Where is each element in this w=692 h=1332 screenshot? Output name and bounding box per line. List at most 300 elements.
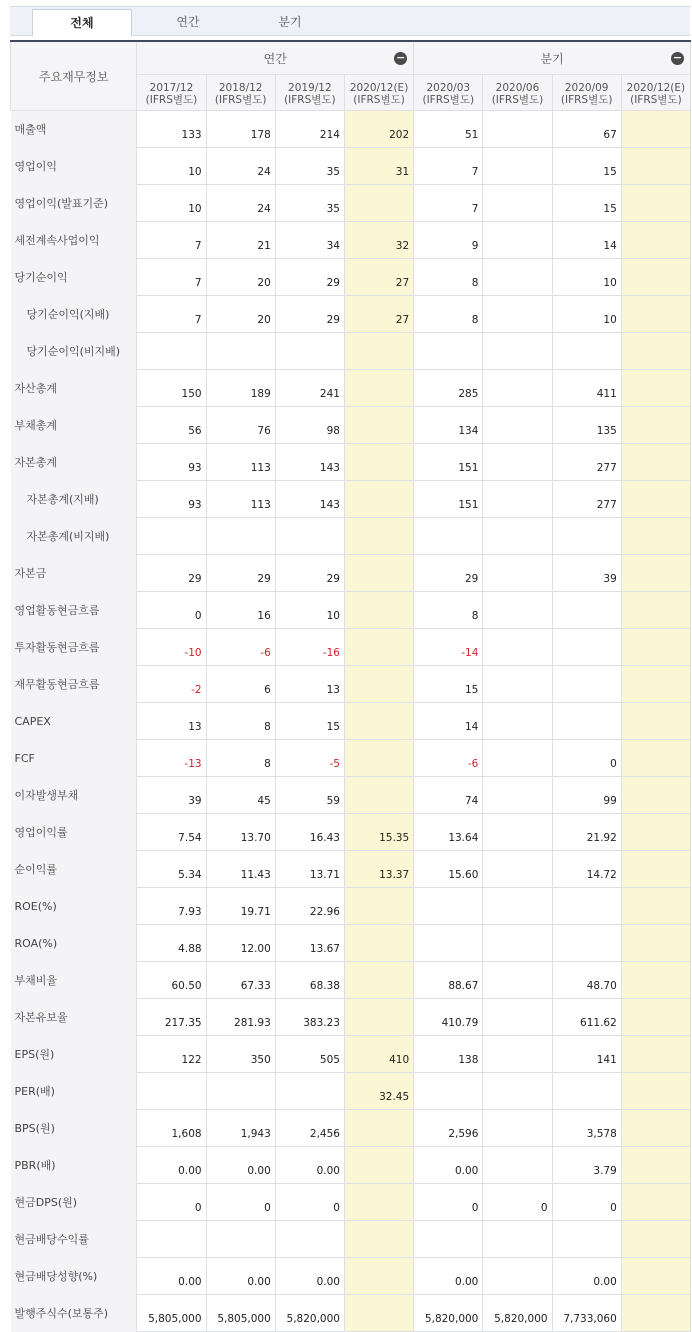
value-cell: 189 [206, 370, 275, 407]
row-label: 세전계속사업이익 [11, 222, 137, 259]
value-cell: 76 [206, 407, 275, 444]
value-cell [206, 1073, 275, 1110]
row-label: 순이익률 [11, 851, 137, 888]
value-cell: 56 [137, 407, 206, 444]
value-cell: 13.67 [275, 925, 344, 962]
value-cell: 7 [414, 185, 483, 222]
collapse-quarter-icon[interactable]: − [672, 51, 683, 64]
period-date: 2020/03 [426, 81, 471, 94]
value-cell: 113 [206, 481, 275, 518]
value-cell [552, 1221, 621, 1258]
value-cell: -6 [206, 629, 275, 666]
value-cell [483, 185, 552, 222]
table-row [11, 703, 691, 740]
value-cell [621, 1258, 690, 1295]
value-cell [344, 629, 413, 666]
value-cell: 5,805,000 [206, 1295, 275, 1332]
value-cell: 202 [344, 111, 413, 148]
row-label: 자본총계(지배) [11, 481, 137, 518]
value-cell: 5,820,000 [483, 1295, 552, 1332]
row-label: 부채총계 [11, 407, 137, 444]
value-cell [137, 1073, 206, 1110]
value-cell [483, 888, 552, 925]
value-cell: 0 [137, 1184, 206, 1221]
value-cell: 20 [206, 259, 275, 296]
value-cell [621, 1221, 690, 1258]
value-cell [483, 999, 552, 1036]
value-cell [552, 518, 621, 555]
value-cell [483, 925, 552, 962]
value-cell: 135 [552, 407, 621, 444]
value-cell: 133 [137, 111, 206, 148]
value-cell [621, 370, 690, 407]
value-cell: 21.92 [552, 814, 621, 851]
value-cell: 2,596 [414, 1110, 483, 1147]
value-cell: 277 [552, 444, 621, 481]
value-cell: 2,456 [275, 1110, 344, 1147]
value-cell: 8 [414, 259, 483, 296]
value-cell: 13.71 [275, 851, 344, 888]
value-cell [552, 925, 621, 962]
value-cell [621, 259, 690, 296]
row-label: 당기순이익(비지배) [11, 333, 137, 370]
row-label: 자본총계 [11, 444, 137, 481]
value-cell: 350 [206, 1036, 275, 1073]
tab-all[interactable]: 전체 [32, 9, 132, 36]
value-cell: 505 [275, 1036, 344, 1073]
table-row [11, 1295, 691, 1332]
value-cell: 48.70 [552, 962, 621, 999]
value-cell: 217.35 [137, 999, 206, 1036]
value-cell: 151 [414, 481, 483, 518]
value-cell [621, 518, 690, 555]
value-cell: 0 [483, 1184, 552, 1221]
value-cell [275, 518, 344, 555]
value-cell: 15.35 [344, 814, 413, 851]
value-cell [621, 777, 690, 814]
corner-header: 주요재무정보 [11, 41, 137, 111]
period-date: 2020/12(E) [349, 81, 409, 94]
table-row [11, 185, 691, 222]
row-label: PBR(배) [11, 1147, 137, 1184]
row-label: 당기순이익(지배) [11, 296, 137, 333]
value-cell [483, 333, 552, 370]
value-cell [621, 962, 690, 999]
value-cell: 0.00 [137, 1258, 206, 1295]
value-cell [483, 703, 552, 740]
value-cell: 113 [206, 444, 275, 481]
row-label: 영업이익(발표기준) [11, 185, 137, 222]
value-cell [414, 1221, 483, 1258]
value-cell: 21 [206, 222, 275, 259]
period-header [137, 75, 206, 111]
value-cell [483, 111, 552, 148]
value-cell [483, 1258, 552, 1295]
value-cell [414, 888, 483, 925]
value-cell: 27 [344, 259, 413, 296]
value-cell: 15 [275, 703, 344, 740]
value-cell: 151 [414, 444, 483, 481]
value-cell: 0.00 [552, 1258, 621, 1295]
value-cell [483, 370, 552, 407]
value-cell: 5,805,000 [137, 1295, 206, 1332]
value-cell: 12.00 [206, 925, 275, 962]
value-cell: 99 [552, 777, 621, 814]
value-cell: 93 [137, 481, 206, 518]
value-cell [483, 740, 552, 777]
value-cell: 8 [206, 703, 275, 740]
value-cell: 0.00 [414, 1147, 483, 1184]
value-cell [344, 592, 413, 629]
value-cell: 0.00 [206, 1147, 275, 1184]
value-cell: 8 [414, 592, 483, 629]
value-cell: 29 [275, 296, 344, 333]
value-cell: 410.79 [414, 999, 483, 1036]
period-basis: (IFRS별도) [353, 93, 405, 106]
value-cell [483, 1073, 552, 1110]
value-cell: 19.71 [206, 888, 275, 925]
value-cell [621, 407, 690, 444]
value-cell: 122 [137, 1036, 206, 1073]
value-cell [552, 666, 621, 703]
value-cell: 383.23 [275, 999, 344, 1036]
value-cell: 0 [275, 1184, 344, 1221]
value-cell: 29 [206, 555, 275, 592]
value-cell [483, 555, 552, 592]
value-cell [344, 518, 413, 555]
table-row [11, 555, 691, 592]
value-cell [483, 962, 552, 999]
row-label: 재무활동현금흐름 [11, 666, 137, 703]
row-label: 현금배당수익률 [11, 1221, 137, 1258]
value-cell [621, 333, 690, 370]
value-cell [621, 629, 690, 666]
value-cell [344, 1184, 413, 1221]
value-cell: 31 [344, 148, 413, 185]
value-cell: 13.64 [414, 814, 483, 851]
annual-group-label: 연간 [263, 51, 287, 66]
value-cell: 16.43 [275, 814, 344, 851]
value-cell: 1,608 [137, 1110, 206, 1147]
row-label: 현금DPS(원) [11, 1184, 137, 1221]
value-cell [552, 888, 621, 925]
value-cell [483, 1110, 552, 1147]
value-cell: 0 [137, 592, 206, 629]
value-cell: 134 [414, 407, 483, 444]
value-cell: 13.70 [206, 814, 275, 851]
value-cell [206, 333, 275, 370]
value-cell [621, 666, 690, 703]
value-cell [483, 296, 552, 333]
value-cell [483, 259, 552, 296]
value-cell [621, 592, 690, 629]
value-cell [621, 481, 690, 518]
value-cell: 59 [275, 777, 344, 814]
period-date: 2018/12 [218, 81, 263, 94]
row-label: 자본금 [11, 555, 137, 592]
table-row [11, 222, 691, 259]
value-cell: 98 [275, 407, 344, 444]
tab-annual[interactable]: 연간 [176, 15, 200, 29]
value-cell: 3.79 [552, 1147, 621, 1184]
tab-quarter[interactable]: 분기 [278, 15, 302, 29]
value-cell: 45 [206, 777, 275, 814]
value-cell: 0.00 [137, 1147, 206, 1184]
table-row [11, 777, 691, 814]
value-cell: 35 [275, 148, 344, 185]
value-cell: 5,820,000 [275, 1295, 344, 1332]
value-cell: 410 [344, 1036, 413, 1073]
period-basis: (IFRS별도) [422, 93, 475, 106]
value-cell [483, 222, 552, 259]
value-cell [483, 629, 552, 666]
value-cell [621, 925, 690, 962]
value-cell: 10 [137, 185, 206, 222]
table-row [11, 925, 691, 962]
value-cell [621, 851, 690, 888]
value-cell [344, 333, 413, 370]
value-cell: 0.00 [206, 1258, 275, 1295]
table-row [11, 629, 691, 666]
row-label: 자본유보율 [11, 999, 137, 1036]
table-row [11, 814, 691, 851]
value-cell: 39 [137, 777, 206, 814]
value-cell [552, 592, 621, 629]
value-cell: 35 [275, 185, 344, 222]
value-cell [344, 999, 413, 1036]
value-cell [483, 851, 552, 888]
table-row [11, 1036, 691, 1073]
value-cell: 16 [206, 592, 275, 629]
value-cell: 7 [414, 148, 483, 185]
financial-table [10, 40, 691, 1332]
value-cell: 32.45 [344, 1073, 413, 1110]
value-cell: 51 [414, 111, 483, 148]
value-cell: 214 [275, 111, 344, 148]
row-label: 영업이익 [11, 148, 137, 185]
value-cell [275, 1073, 344, 1110]
value-cell [621, 111, 690, 148]
value-cell: 0 [414, 1184, 483, 1221]
period-header [275, 75, 344, 111]
value-cell: 411 [552, 370, 621, 407]
table-row [11, 518, 691, 555]
value-cell: 93 [137, 444, 206, 481]
period-basis: (IFRS별도) [560, 93, 613, 106]
quarter-group-label: 분기 [540, 51, 564, 66]
value-cell [344, 703, 413, 740]
table-row [11, 1073, 691, 1110]
value-cell: 7 [137, 222, 206, 259]
value-cell: 22.96 [275, 888, 344, 925]
period-basis: (IFRS별도) [630, 93, 682, 106]
value-cell: 241 [275, 370, 344, 407]
value-cell: 11.43 [206, 851, 275, 888]
period-header [344, 75, 413, 111]
value-cell: 13.37 [344, 851, 413, 888]
period-basis: (IFRS별도) [145, 93, 198, 106]
row-label: 영업이익률 [11, 814, 137, 851]
table-row [11, 481, 691, 518]
annual-group-header [137, 41, 414, 75]
value-cell: 141 [552, 1036, 621, 1073]
value-cell [621, 148, 690, 185]
value-cell: 74 [414, 777, 483, 814]
value-cell [483, 666, 552, 703]
value-cell: 7 [137, 259, 206, 296]
value-cell [483, 148, 552, 185]
value-cell [621, 296, 690, 333]
value-cell: 7 [137, 296, 206, 333]
value-cell [621, 222, 690, 259]
period-date: 2020/09 [564, 81, 609, 94]
value-cell [275, 333, 344, 370]
value-cell [621, 185, 690, 222]
table-row [11, 1258, 691, 1295]
value-cell: 13 [137, 703, 206, 740]
period-header [206, 75, 275, 111]
value-cell: 0 [206, 1184, 275, 1221]
value-cell [621, 999, 690, 1036]
value-cell: 10 [275, 592, 344, 629]
row-label: CAPEX [11, 703, 137, 740]
value-cell [552, 629, 621, 666]
row-label: 부채비율 [11, 962, 137, 999]
value-cell: 88.67 [414, 962, 483, 999]
value-cell: 24 [206, 148, 275, 185]
value-cell: 14 [414, 703, 483, 740]
value-cell: 8 [206, 740, 275, 777]
period-date: 2019/12 [288, 81, 332, 94]
value-cell: 6 [206, 666, 275, 703]
value-cell [552, 703, 621, 740]
value-cell [344, 925, 413, 962]
value-cell: 68.38 [275, 962, 344, 999]
value-cell [344, 888, 413, 925]
value-cell [206, 1221, 275, 1258]
value-cell [483, 777, 552, 814]
value-cell [344, 740, 413, 777]
value-cell: 277 [552, 481, 621, 518]
value-cell [621, 1147, 690, 1184]
value-cell [344, 1221, 413, 1258]
value-cell [483, 1221, 552, 1258]
value-cell: 3,578 [552, 1110, 621, 1147]
row-label: 당기순이익 [11, 259, 137, 296]
value-cell: 60.50 [137, 962, 206, 999]
value-cell: 15 [552, 185, 621, 222]
table-row [11, 1147, 691, 1184]
table-row [11, 259, 691, 296]
value-cell: 34 [275, 222, 344, 259]
period-basis: (IFRS별도) [491, 93, 544, 106]
value-cell [552, 333, 621, 370]
value-cell: 29 [275, 555, 344, 592]
value-cell: 0 [552, 1184, 621, 1221]
value-cell: 29 [414, 555, 483, 592]
row-label: ROA(%) [11, 925, 137, 962]
value-cell [621, 1295, 690, 1332]
row-label: 발행주식수(보통주) [11, 1295, 137, 1332]
table-row [11, 592, 691, 629]
value-cell: 15 [552, 148, 621, 185]
value-cell: 14 [552, 222, 621, 259]
value-cell [414, 518, 483, 555]
table-row [11, 1110, 691, 1147]
table-row [11, 999, 691, 1036]
row-label: PER(배) [11, 1073, 137, 1110]
table-row [11, 407, 691, 444]
table-row [11, 148, 691, 185]
value-cell [344, 666, 413, 703]
value-cell: 67 [552, 111, 621, 148]
value-cell: 285 [414, 370, 483, 407]
value-cell [621, 814, 690, 851]
table-row [11, 740, 691, 777]
value-cell [621, 888, 690, 925]
value-cell: -13 [137, 740, 206, 777]
value-cell [414, 925, 483, 962]
value-cell [483, 481, 552, 518]
value-cell [483, 518, 552, 555]
value-cell: 32 [344, 222, 413, 259]
table-row [11, 962, 691, 999]
value-cell [344, 407, 413, 444]
value-cell [621, 1184, 690, 1221]
row-label: EPS(원) [11, 1036, 137, 1073]
period-header [414, 75, 483, 111]
table-row [11, 111, 691, 148]
collapse-annual-icon[interactable]: − [396, 51, 406, 64]
value-cell: 0.00 [275, 1258, 344, 1295]
row-label: 자본총계(비지배) [11, 518, 137, 555]
value-cell: 15 [414, 666, 483, 703]
period-basis: (IFRS별도) [214, 93, 267, 106]
value-cell: 0.00 [414, 1258, 483, 1295]
row-label: 이자발생부채 [11, 777, 137, 814]
value-cell [483, 1147, 552, 1184]
value-cell: 0 [552, 740, 621, 777]
value-cell [344, 185, 413, 222]
table-row [11, 1184, 691, 1221]
value-cell: -5 [275, 740, 344, 777]
value-cell: 281.93 [206, 999, 275, 1036]
value-cell [483, 444, 552, 481]
value-cell: 5,820,000 [414, 1295, 483, 1332]
row-label: 매출액 [11, 111, 137, 148]
period-header [552, 75, 621, 111]
row-label: BPS(원) [11, 1110, 137, 1147]
table-row [11, 370, 691, 407]
value-cell: 10 [552, 259, 621, 296]
value-cell [621, 555, 690, 592]
value-cell: 29 [137, 555, 206, 592]
value-cell [621, 740, 690, 777]
row-label: 자산총계 [11, 370, 137, 407]
period-basis: (IFRS별도) [284, 93, 336, 106]
row-label: 투자활동현금흐름 [11, 629, 137, 666]
value-cell: -2 [137, 666, 206, 703]
value-cell [483, 407, 552, 444]
value-cell [137, 1221, 206, 1258]
value-cell: 138 [414, 1036, 483, 1073]
value-cell: 9 [414, 222, 483, 259]
value-cell [621, 1036, 690, 1073]
period-date: 2017/12 [149, 81, 194, 94]
value-cell [344, 777, 413, 814]
value-cell [483, 1036, 552, 1073]
value-cell: 27 [344, 296, 413, 333]
